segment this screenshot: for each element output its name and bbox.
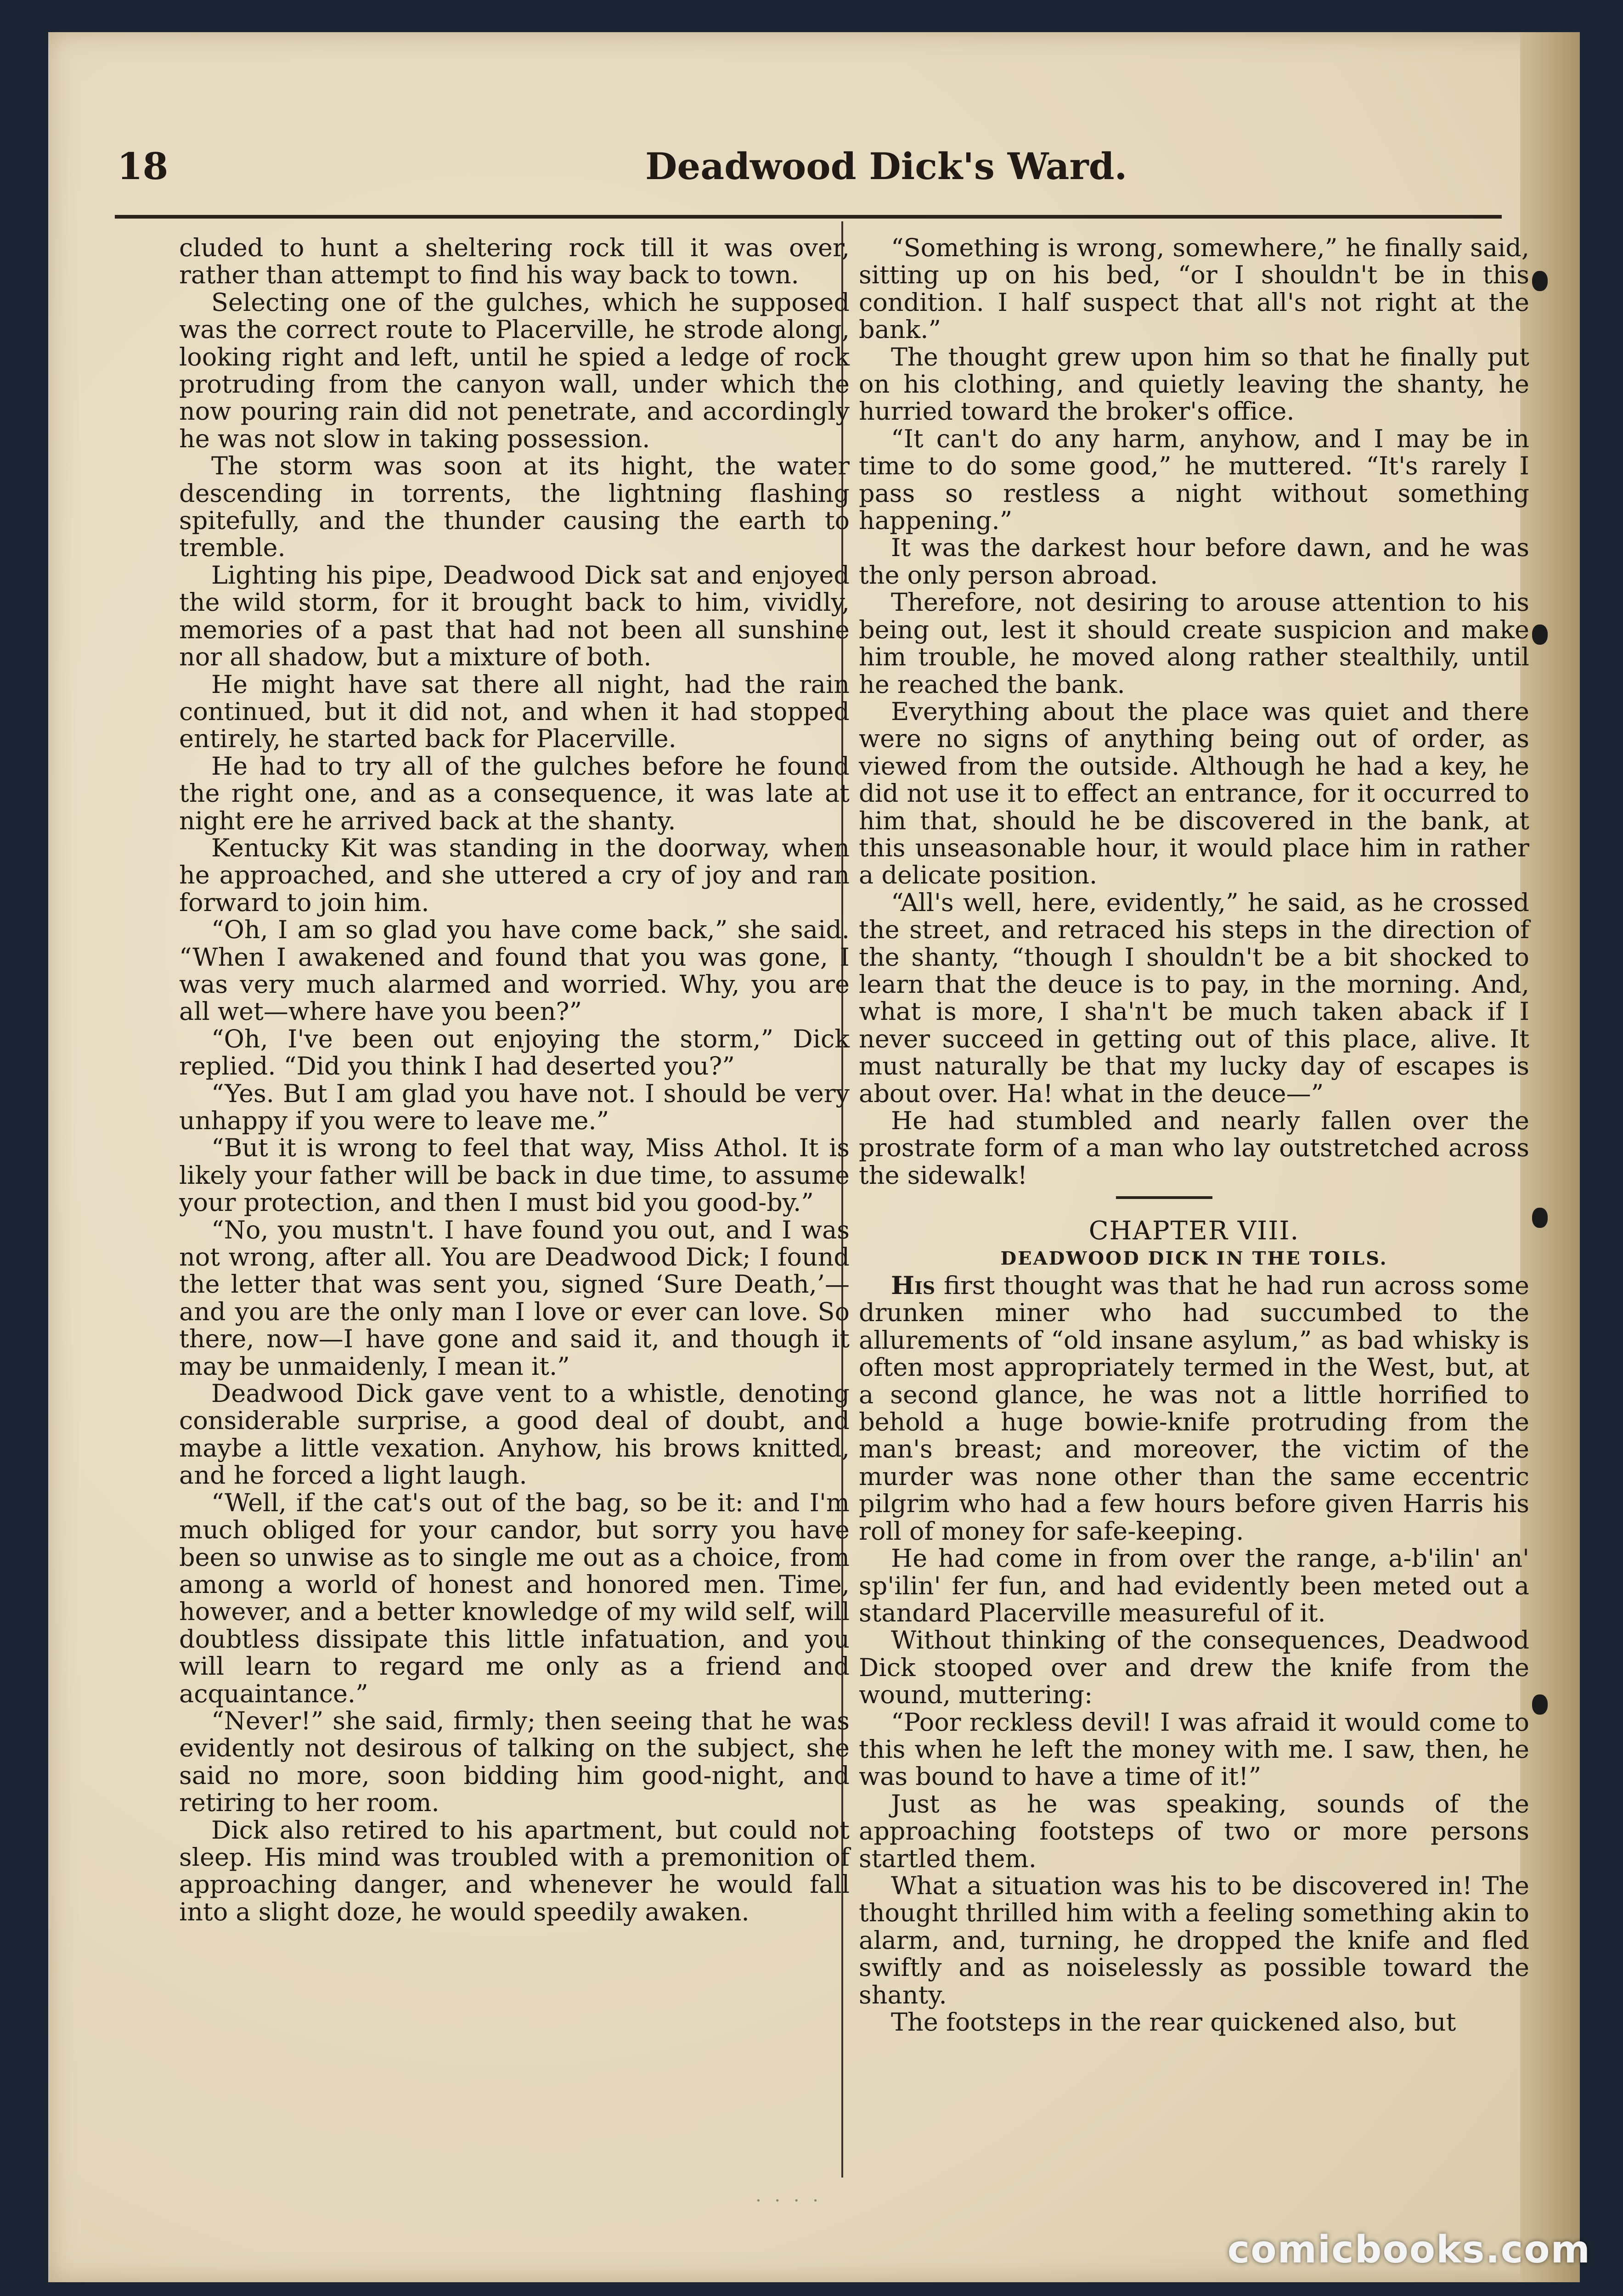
paragraph: The footsteps in the rear quickened also, but <box>891 2008 1456 2037</box>
paragraph: What a situation was his to be discovered in! The thought thrilled him with a feeling something akin to alarm, and, turning, he dropped the knife and fled swiftly and as noiselessly as possible toward the shanty. <box>859 1871 1529 2009</box>
paragraph: “Yes. But I am glad you have not. I should be very unhappy if you were to leave me.” <box>179 1079 850 1135</box>
paragraph: He had to try all of the gulches before he found the right one, and as a consequence, it was late at night ere he arrived back at the shanty. <box>179 751 850 835</box>
paragraph: “But it is wrong to feel that way, Miss Athol. It is likely your father will be back in due time, to assume your protection, and then I must bid you good-by.” <box>179 1133 850 1217</box>
paragraph: He had come in from over the range, a-b'ilin' an' sp'ilin' fer fun, and had evidently been meted out a standard Placerville measureful of it. <box>859 1544 1529 1627</box>
lead-word: His <box>891 1271 935 1300</box>
paragraph: The storm was soon at its hight, the water descending in torrents, the lightning flashing spitefully, and the thunder causing the earth to tremble. <box>179 451 850 563</box>
paragraph: Just as he was speaking, sounds of the approaching footsteps of two or more persons startled them. <box>859 1789 1529 1873</box>
paragraph: Lighting his pipe, Deadwood Dick sat and enjoyed the wild storm, for it brought back to him, vividly, memories of a past that had not been all sunshine nor all shadow, but a mixture of both. <box>179 560 850 672</box>
ink-smudge: · · · · <box>755 2190 823 2212</box>
right-column <box>859 234 1529 2036</box>
paragraph: “Poor reckless devil! I was afraid it would come to this when he left the money with me. I saw, then, he was bound to have a time of it!” <box>859 1707 1529 1791</box>
paragraph: Dick also retired to his apartment, but could not sleep. His mind was troubled with a premonition of approaching danger, and whenever he would fall into a slight doze, he would speedily awaken. <box>179 1815 850 1926</box>
paragraph: cluded to hunt a sheltering rock till it was over, rather than attempt to find his way back to town. <box>179 233 850 290</box>
watermark-text: comicbooks.com <box>1227 2228 1591 2272</box>
paragraph: The thought grew upon him so that he finally put on his clothing, and quietly leaving the shanty, he hurried toward the broker's office. <box>859 342 1529 426</box>
paragraph: Everything about the place was quiet and there were no signs of anything being out of order, as viewed from the outside. Although he had a key, he did not use it to effect an entrance, for it occurred to him that, should he be discovered in the bank, at this unseasonable hour, it would place him in rather a delicate position. <box>859 697 1529 890</box>
paragraph: He might have sat there all night, had the rain continued, but it did not, and when it had stopped entirely, he started back for Placerville. <box>179 670 850 754</box>
binding-hole <box>1532 625 1548 645</box>
left-column <box>179 234 850 1925</box>
page-number: 18 <box>117 145 169 188</box>
paragraph: Without thinking of the consequences, Deadwood Dick stooped over and drew the knife from the wound, muttering: <box>859 1626 1529 1710</box>
paragraph: “Oh, I am so glad you have come back,” she said. “When I awakened and found that you was gone, I was very much alarmed and worried. Why, you are all wet—where have you been?” <box>179 915 850 1026</box>
binding-hole <box>1532 1208 1548 1228</box>
paragraph: Selecting one of the gulches, which he supposed was the correct route to Placerville, he strode along, looking right and left, until he spied a ledge of rock protruding from the canyon wall, under which the now pouring rain did not penetrate, and accordingly he was not slow in taking possession. <box>179 287 850 453</box>
binding-hole <box>1532 271 1548 291</box>
paragraph: He had stumbled and nearly fallen over the prostrate form of a man who lay outstretched across the sidewalk! <box>859 1106 1529 1190</box>
paragraph: Therefore, not desiring to arouse attention to his being out, lest it should create suspicion and make him trouble, he moved along rather stealthily, until he reached the bank. <box>859 588 1529 699</box>
chapter-subtitle: DEADWOOD DICK IN THE TOILS. <box>1000 1247 1388 1269</box>
paragraph: Deadwood Dick gave vent to a whistle, denoting considerable surprise, a good deal of doubt, and maybe a little vexation. Anyhow, his brows knitted, and he forced a light laugh. <box>179 1379 850 1490</box>
page-header <box>117 126 1495 191</box>
chapter-opening-paragraph <box>859 1272 1529 1545</box>
paragraph: “Well, if the cat's out of the bag, so be it: and I'm much obliged for your candor, but sorry you have been so unwise as to single me out as a choice, from among a world of honest and honored men. Time, however, and a better knowledge of my wild self, will doubtless dissipate this little infatuation, and you will learn to regard me only as a friend and acquaintance.” <box>179 1488 850 1708</box>
paragraph: “Something is wrong, somewhere,” he finally said, sitting up on his bed, “or I shouldn't be in this condition. I half suspect that all's not right at the bank.” <box>859 233 1529 344</box>
paragraph: “Oh, I've been out enjoying the storm,” Dick replied. “Did you think I had deserted you?” <box>179 1024 850 1081</box>
paragraph: It was the darkest hour before dawn, and he was the only person abroad. <box>859 533 1529 590</box>
lead-text: first thought was that he had run across some drunken miner who had succumbed to the allurements of “old insane asylum,” as bad whisky is often most appropriately termed in the West, but, at a second glance, he was not a little horrified to behold a huge bowie-knife protruding from the man's breast; and moreover, the victim of the murder was none other than the same eccentric pilgrim who had a few hours before given Harris his roll of money for safe-keeping. <box>859 1271 1529 1546</box>
running-title: Deadwood Dick's Ward. <box>645 145 1127 188</box>
section-break-rule <box>1116 1196 1212 1199</box>
paragraph: “Never!” she said, firmly; then seeing that he was evidently not desirous of talking on the subject, she said no more, soon bidding him good-night, and retiring to her room. <box>179 1706 850 1818</box>
scanned-page <box>48 32 1580 2282</box>
header-rule <box>115 215 1502 219</box>
chapter-heading: CHAPTER VIII. <box>1088 1216 1300 1246</box>
paragraph: “No, you mustn't. I have found you out, and I was not wrong, after all. You are Deadwood Dick; I found the letter that was sent you, signed ‘Sure Death,’—and you are the only man I love or ever can love. So there, now—I have gone and said it, and though it may be unmaidenly, I mean it.” <box>179 1215 850 1381</box>
paragraph: “All's well, here, evidently,” he said, as he crossed the street, and retraced his steps in the direction of the shanty, “though I shouldn't be a bit shocked to learn that the deuce is to pay, in the morning. And, what is more, I sha'n't be much taken aback if I never succeed in getting out of this place, alive. It must naturally be that my lucky day of escapes is about over. Ha! what in the deuce—” <box>859 888 1529 1108</box>
paragraph: “It can't do any harm, anyhow, and I may be in time to do some good,” he muttered. “It's rarely I pass so restless a night without something happening.” <box>859 424 1529 535</box>
paragraph: Kentucky Kit was standing in the doorway, when he approached, and she uttered a cry of joy and ran forward to join him. <box>179 833 850 917</box>
binding-hole <box>1532 1694 1548 1715</box>
